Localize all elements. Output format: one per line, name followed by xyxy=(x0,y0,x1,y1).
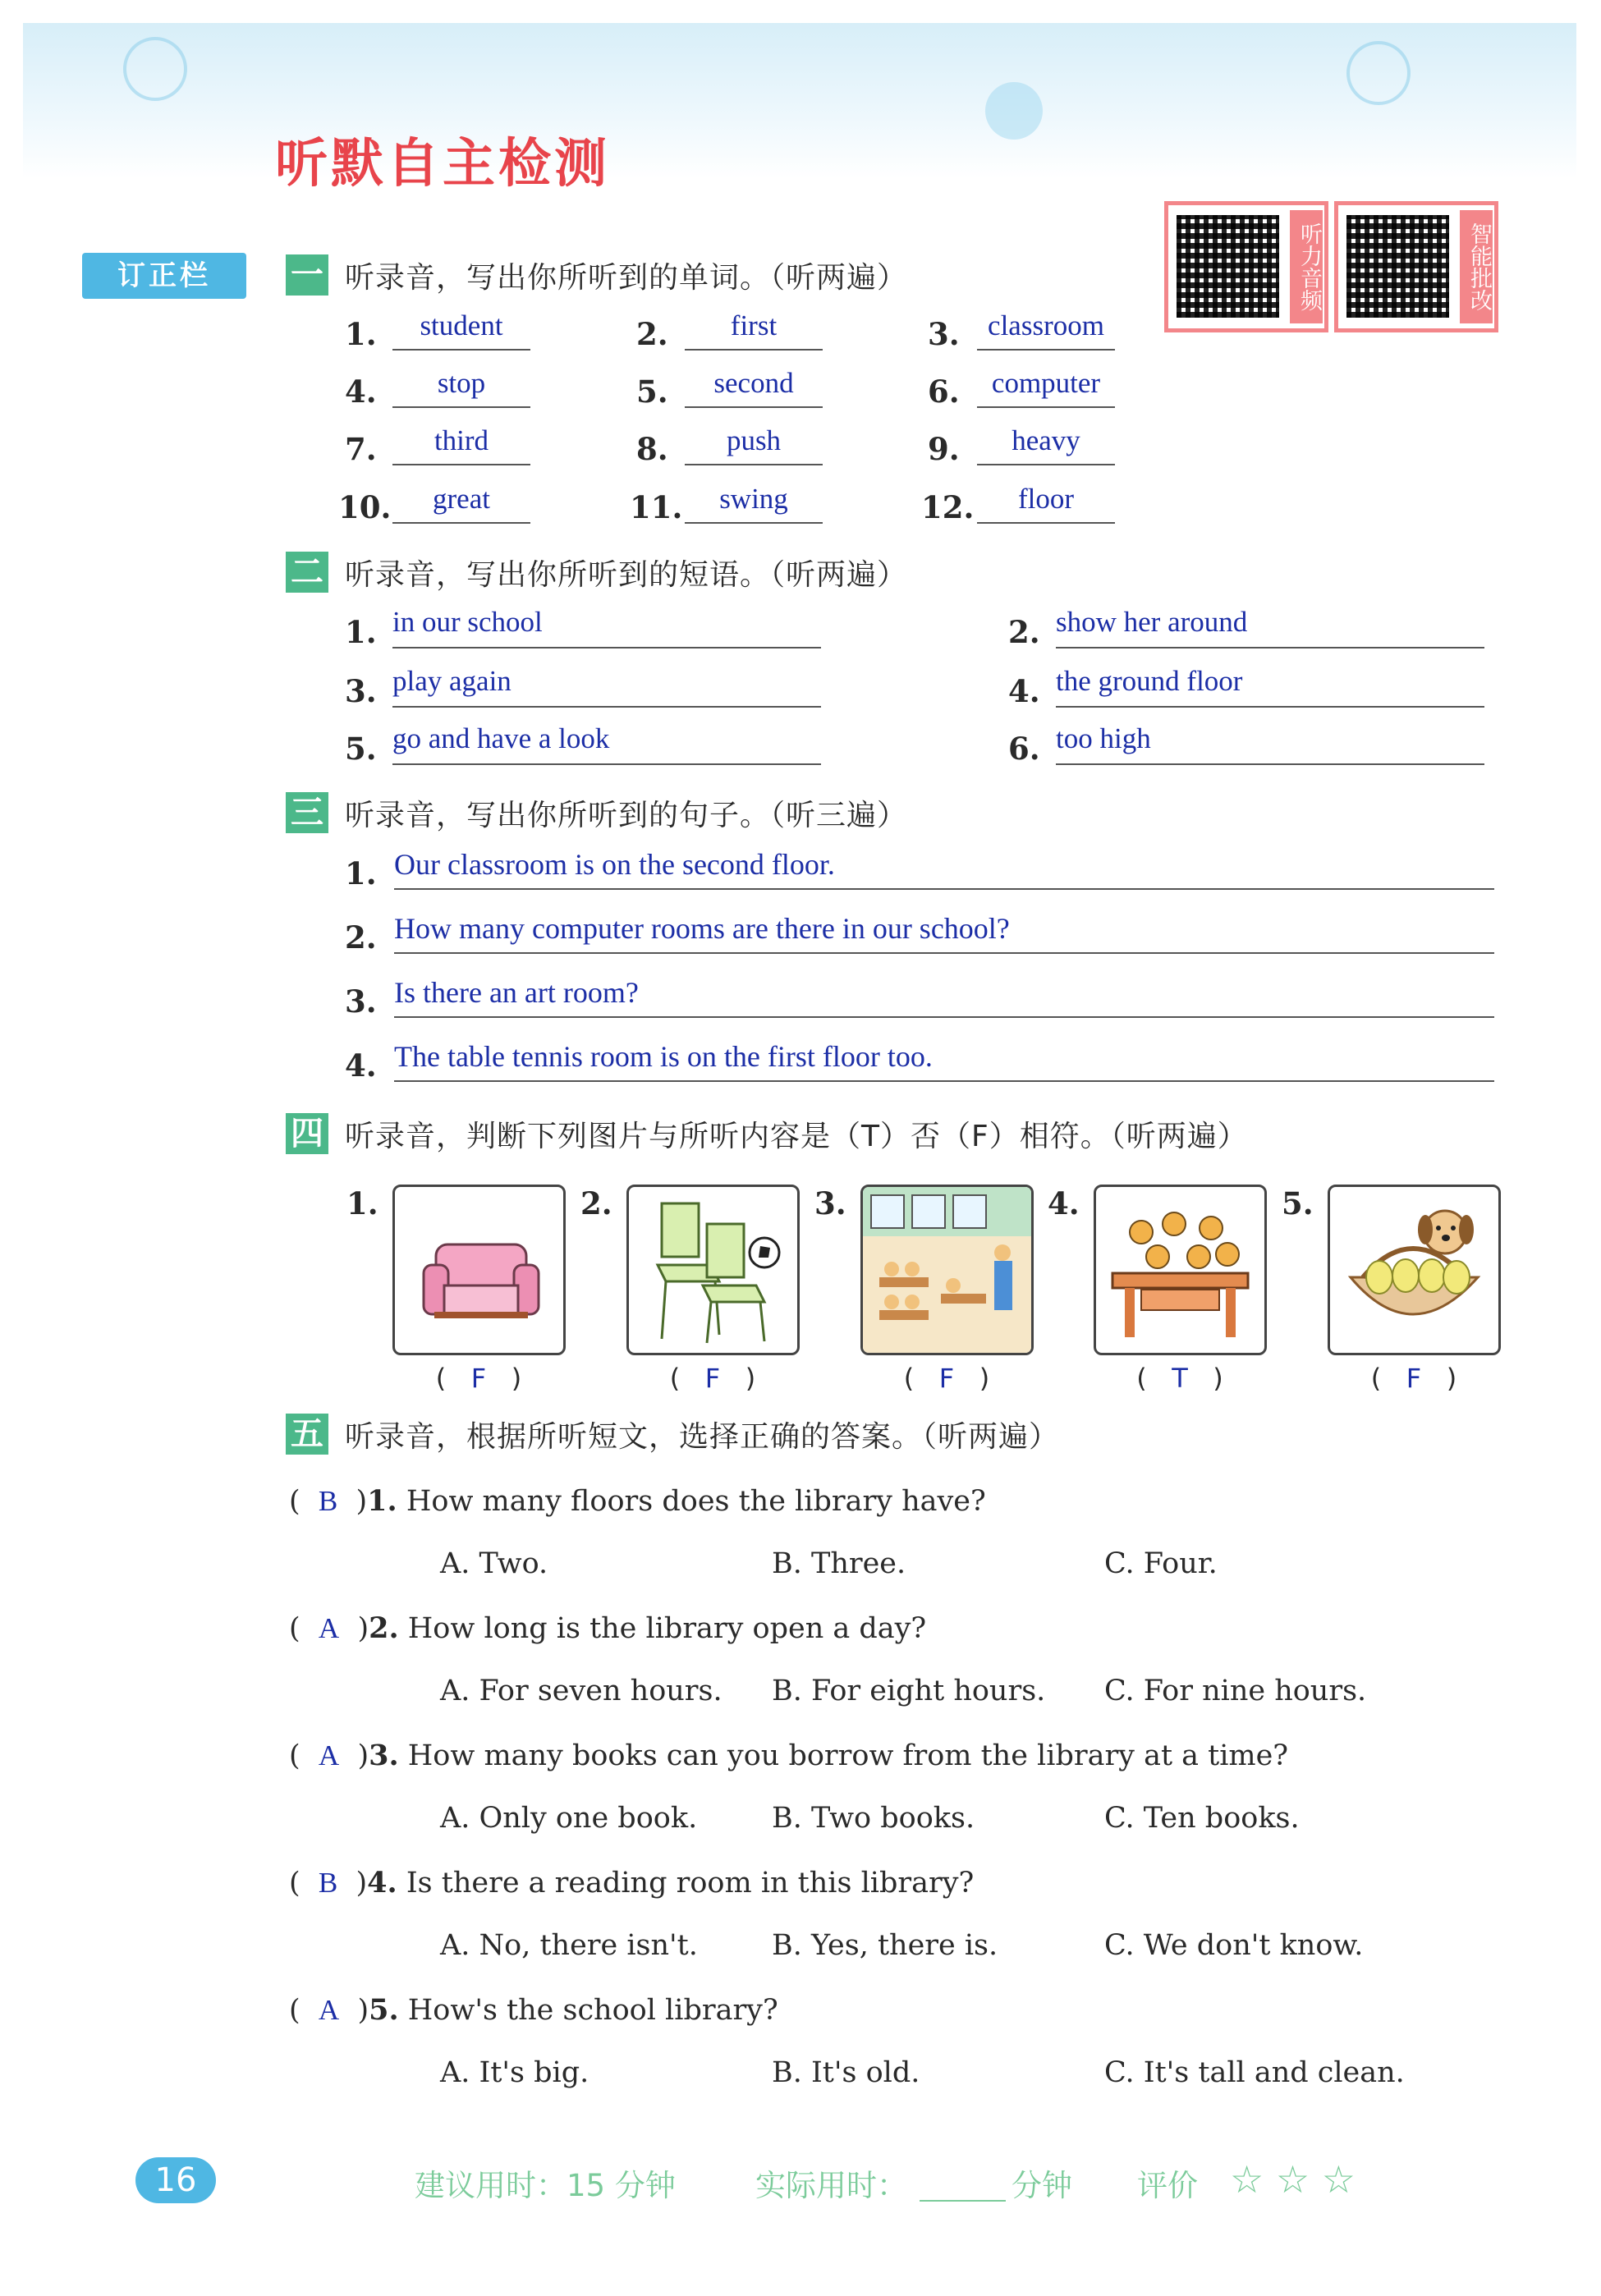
section-title: 听录音，根据所听短文，选择正确的答案。（听两遍） xyxy=(345,1420,1060,1454)
answer-option: C. We don't know. xyxy=(1104,1929,1364,1962)
item-number: 1. xyxy=(345,855,377,891)
qr-code-audio[interactable] xyxy=(1164,201,1328,332)
answer-option: A. For seven hours. xyxy=(440,1675,723,1707)
choice-answer[interactable]: B xyxy=(318,1867,338,1899)
sentence-answer-field[interactable]: Is there an art room? xyxy=(394,975,1494,1018)
question-number: 1. xyxy=(367,1484,397,1518)
classroom-picture xyxy=(860,1185,1034,1355)
actual-time-label: 实际用时： xyxy=(755,2168,907,2203)
item-number: 4. xyxy=(345,1047,377,1084)
decor-circle xyxy=(985,82,1043,140)
word-answer-field[interactable]: heavy xyxy=(977,424,1115,465)
answer-option: A. It's big. xyxy=(440,2056,589,2089)
page-number: 16 xyxy=(135,2157,216,2203)
header-background xyxy=(23,23,1576,179)
chairs-picture xyxy=(626,1185,800,1355)
tf-value: T xyxy=(1172,1363,1188,1394)
word-answer-field[interactable]: floor xyxy=(977,483,1115,524)
section-title: 听录音，写出你所听到的句子。（听三遍） xyxy=(345,799,908,832)
question-line: ( B )4. Is there a reading room in this library? xyxy=(289,1866,975,1900)
question-line: ( B )1. How many floors does the library have? xyxy=(289,1484,986,1518)
choice-answer[interactable]: A xyxy=(318,1739,340,1771)
qr-code-icon xyxy=(1346,215,1449,318)
word-answer-field[interactable]: stop xyxy=(392,367,530,408)
dog-basket-picture xyxy=(1328,1185,1501,1355)
item-number: 5. xyxy=(1282,1185,1314,1221)
question-number: 2. xyxy=(369,1611,399,1645)
word-answer-field[interactable]: push xyxy=(685,424,823,465)
question-line: ( A )3. How many books can you borrow from the library at a time? xyxy=(289,1739,1289,1772)
item-number: 10. xyxy=(338,489,392,525)
decor-circle xyxy=(123,37,187,101)
phrase-answer-field[interactable]: go and have a look xyxy=(392,722,821,765)
answer-option: A. Two. xyxy=(440,1547,548,1580)
item-number: 5. xyxy=(636,374,668,410)
qr-label: 听力音频 xyxy=(1290,210,1323,323)
item-number: 3. xyxy=(345,983,377,1020)
tf-value: F xyxy=(470,1363,487,1394)
item-number: 6. xyxy=(1008,731,1040,767)
answer-option: C. It's tall and clean. xyxy=(1104,2056,1405,2089)
word-answer-field[interactable]: computer xyxy=(977,367,1115,408)
phrase-answer-field[interactable]: play again xyxy=(392,665,821,708)
section-number: 二 xyxy=(286,552,328,593)
word-answer-field[interactable]: second xyxy=(685,367,823,408)
answer-option: A. No, there isn't. xyxy=(440,1929,698,1962)
item-number: 9. xyxy=(928,431,960,467)
item-number: 11. xyxy=(630,489,683,525)
tf-value: F xyxy=(938,1363,955,1394)
suggested-time: 建议用时：15 分钟 xyxy=(415,2168,676,2203)
question-text: How long is the library open a day? xyxy=(407,1612,927,1645)
qr-code-grading[interactable] xyxy=(1334,201,1498,332)
word-answer-field[interactable]: student xyxy=(392,309,530,351)
section-title: 听录音，写出你所听到的短语。（听两遍） xyxy=(345,558,908,592)
rating-stars-icon[interactable]: ☆ ☆ ☆ xyxy=(1230,2157,1356,2202)
rating-label: 评价 xyxy=(1137,2168,1198,2203)
answer-option: B. It's old. xyxy=(772,2056,920,2089)
question-line: ( A )2. How long is the library open a day? xyxy=(289,1611,927,1645)
true-false-answer[interactable]: ( F ) xyxy=(903,1363,990,1394)
item-number: 8. xyxy=(636,431,668,467)
section-title: 听录音，判断下列图片与所听内容是（T）否（F）相符。（听两遍） xyxy=(345,1120,1248,1153)
section-number: 一 xyxy=(286,254,328,296)
word-answer-field[interactable]: swing xyxy=(685,483,823,524)
phrase-answer-field[interactable]: in our school xyxy=(392,606,821,648)
item-number: 2. xyxy=(345,919,377,956)
item-number: 12. xyxy=(921,489,975,525)
item-number: 3. xyxy=(814,1185,846,1221)
word-answer-field[interactable]: third xyxy=(392,424,530,465)
item-number: 2. xyxy=(636,316,668,352)
question-line: ( A )5. How's the school library? xyxy=(289,1993,778,2027)
item-number: 6. xyxy=(928,374,960,410)
item-number: 4. xyxy=(1008,673,1040,709)
choice-answer[interactable]: B xyxy=(318,1485,338,1517)
true-false-answer[interactable]: ( F ) xyxy=(435,1363,522,1394)
true-false-answer[interactable]: ( T ) xyxy=(1136,1363,1223,1394)
item-number: 1. xyxy=(346,1185,378,1221)
word-answer-field[interactable]: classroom xyxy=(977,309,1115,351)
item-number: 7. xyxy=(345,431,377,467)
actual-time-blank[interactable] xyxy=(920,2200,1006,2202)
answer-option: B. Yes, there is. xyxy=(772,1929,998,1962)
item-number: 1. xyxy=(345,614,377,650)
question-text: How many books can you borrow from the library at a time? xyxy=(407,1739,1289,1772)
question-number: 5. xyxy=(369,1993,399,2027)
item-number: 1. xyxy=(345,316,377,352)
question-text: How many floors does the library have? xyxy=(406,1485,986,1518)
question-text: How's the school library? xyxy=(407,1994,778,2027)
item-number: 4. xyxy=(1048,1185,1080,1221)
page-title: 听默自主检测 xyxy=(275,134,610,195)
question-number: 4. xyxy=(367,1866,397,1900)
answer-option: C. For nine hours. xyxy=(1104,1675,1367,1707)
sentence-answer-field[interactable]: The table tennis room is on the first floor too. xyxy=(394,1039,1494,1082)
item-number: 3. xyxy=(345,673,377,709)
qr-code-icon xyxy=(1177,215,1279,318)
choice-answer[interactable]: A xyxy=(318,1994,340,2026)
answer-option: C. Ten books. xyxy=(1104,1802,1300,1835)
answer-option: B. Two books. xyxy=(772,1802,975,1835)
item-number: 2. xyxy=(580,1185,612,1221)
item-number: 2. xyxy=(1008,614,1040,650)
qr-label: 智能批改 xyxy=(1460,210,1493,323)
correction-column-label: 订正栏 xyxy=(82,253,246,299)
sofa-picture xyxy=(392,1185,566,1355)
phrase-answer-field[interactable]: too high xyxy=(1056,722,1484,765)
question-number: 3. xyxy=(369,1739,399,1772)
section-number: 五 xyxy=(286,1414,328,1455)
answer-option: C. Four. xyxy=(1104,1547,1218,1580)
answer-option: B. Three. xyxy=(772,1547,906,1580)
true-false-answer[interactable]: ( F ) xyxy=(1370,1363,1457,1394)
word-answer-field[interactable]: first xyxy=(685,309,823,351)
sentence-answer-field[interactable]: How many computer rooms are there in our school? xyxy=(394,911,1494,954)
answer-option: B. For eight hours. xyxy=(772,1675,1046,1707)
true-false-answer[interactable]: ( F ) xyxy=(669,1363,756,1394)
item-number: 3. xyxy=(928,316,960,352)
section-number: 三 xyxy=(286,792,328,833)
tf-value: F xyxy=(1406,1363,1422,1394)
question-text: Is there a reading room in this library? xyxy=(406,1867,975,1900)
choice-answer[interactable]: A xyxy=(318,1612,340,1644)
bears-on-table-picture xyxy=(1094,1185,1267,1355)
word-answer-field[interactable]: great xyxy=(392,483,530,524)
section-number: 四 xyxy=(286,1113,328,1154)
phrase-answer-field[interactable]: the ground floor xyxy=(1056,665,1484,708)
sentence-answer-field[interactable]: Our classroom is on the second floor. xyxy=(394,847,1494,890)
decor-circle xyxy=(1346,41,1411,105)
item-number: 4. xyxy=(345,374,377,410)
phrase-answer-field[interactable]: show her around xyxy=(1056,606,1484,648)
item-number: 5. xyxy=(345,731,377,767)
tf-value: F xyxy=(704,1363,721,1394)
answer-option: A. Only one book. xyxy=(440,1802,698,1835)
section-title: 听录音，写出你所听到的单词。（听两遍） xyxy=(345,261,908,295)
minutes-unit: 分钟 xyxy=(1012,2168,1072,2203)
